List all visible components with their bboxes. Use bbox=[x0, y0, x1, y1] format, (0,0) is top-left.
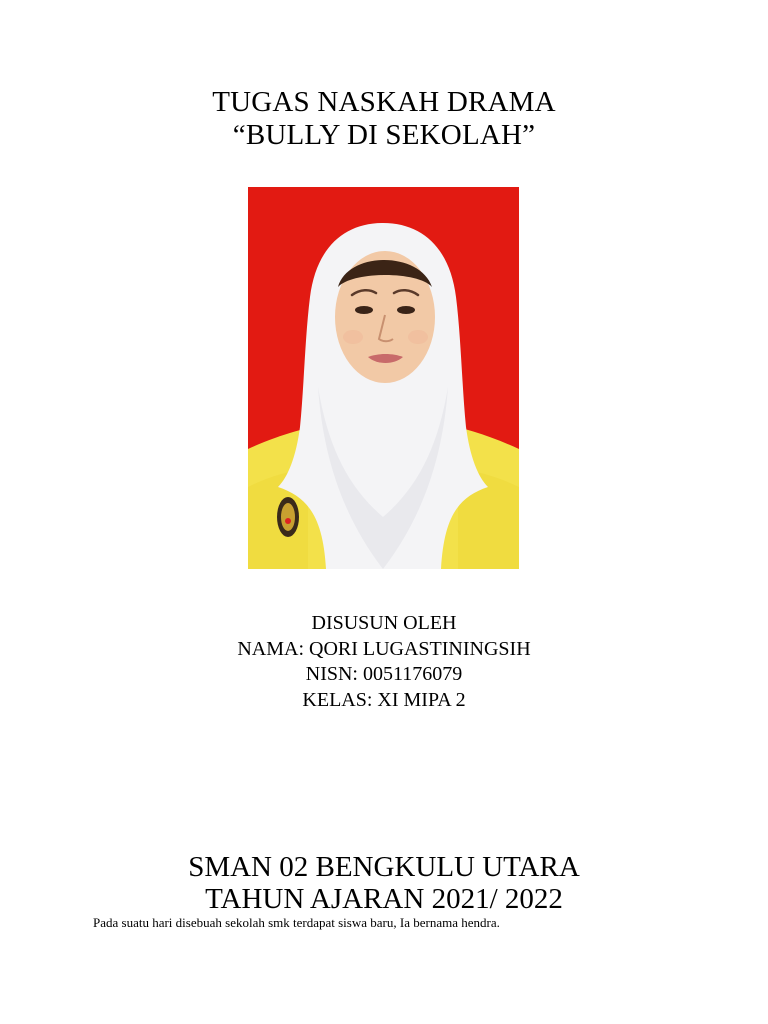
story-opening-paragraph: Pada suatu hari disebuah sekolah smk terdapat siswa baru, Ia bernama hendra. bbox=[93, 915, 500, 930]
author-name: NAMA: QORI LUGASTININGSIH bbox=[237, 637, 531, 660]
academic-year: TAHUN AJARAN 2021/ 2022 bbox=[205, 883, 563, 915]
document-title bbox=[0, 86, 768, 152]
author-class: KELAS: XI MIPA 2 bbox=[302, 688, 466, 711]
student-photo bbox=[248, 187, 519, 569]
school-name: SMAN 02 BENGKULU UTARA bbox=[188, 851, 580, 883]
title-line-1: TUGAS NASKAH DRAMA bbox=[212, 86, 556, 118]
school-info bbox=[0, 851, 768, 915]
compiled-by-label: DISUSUN OLEH bbox=[311, 612, 457, 634]
title-line-2: “BULLY DI SEKOLAH” bbox=[232, 119, 536, 151]
author-info bbox=[0, 611, 768, 713]
author-nisn: NISN: 0051176079 bbox=[305, 663, 463, 685]
